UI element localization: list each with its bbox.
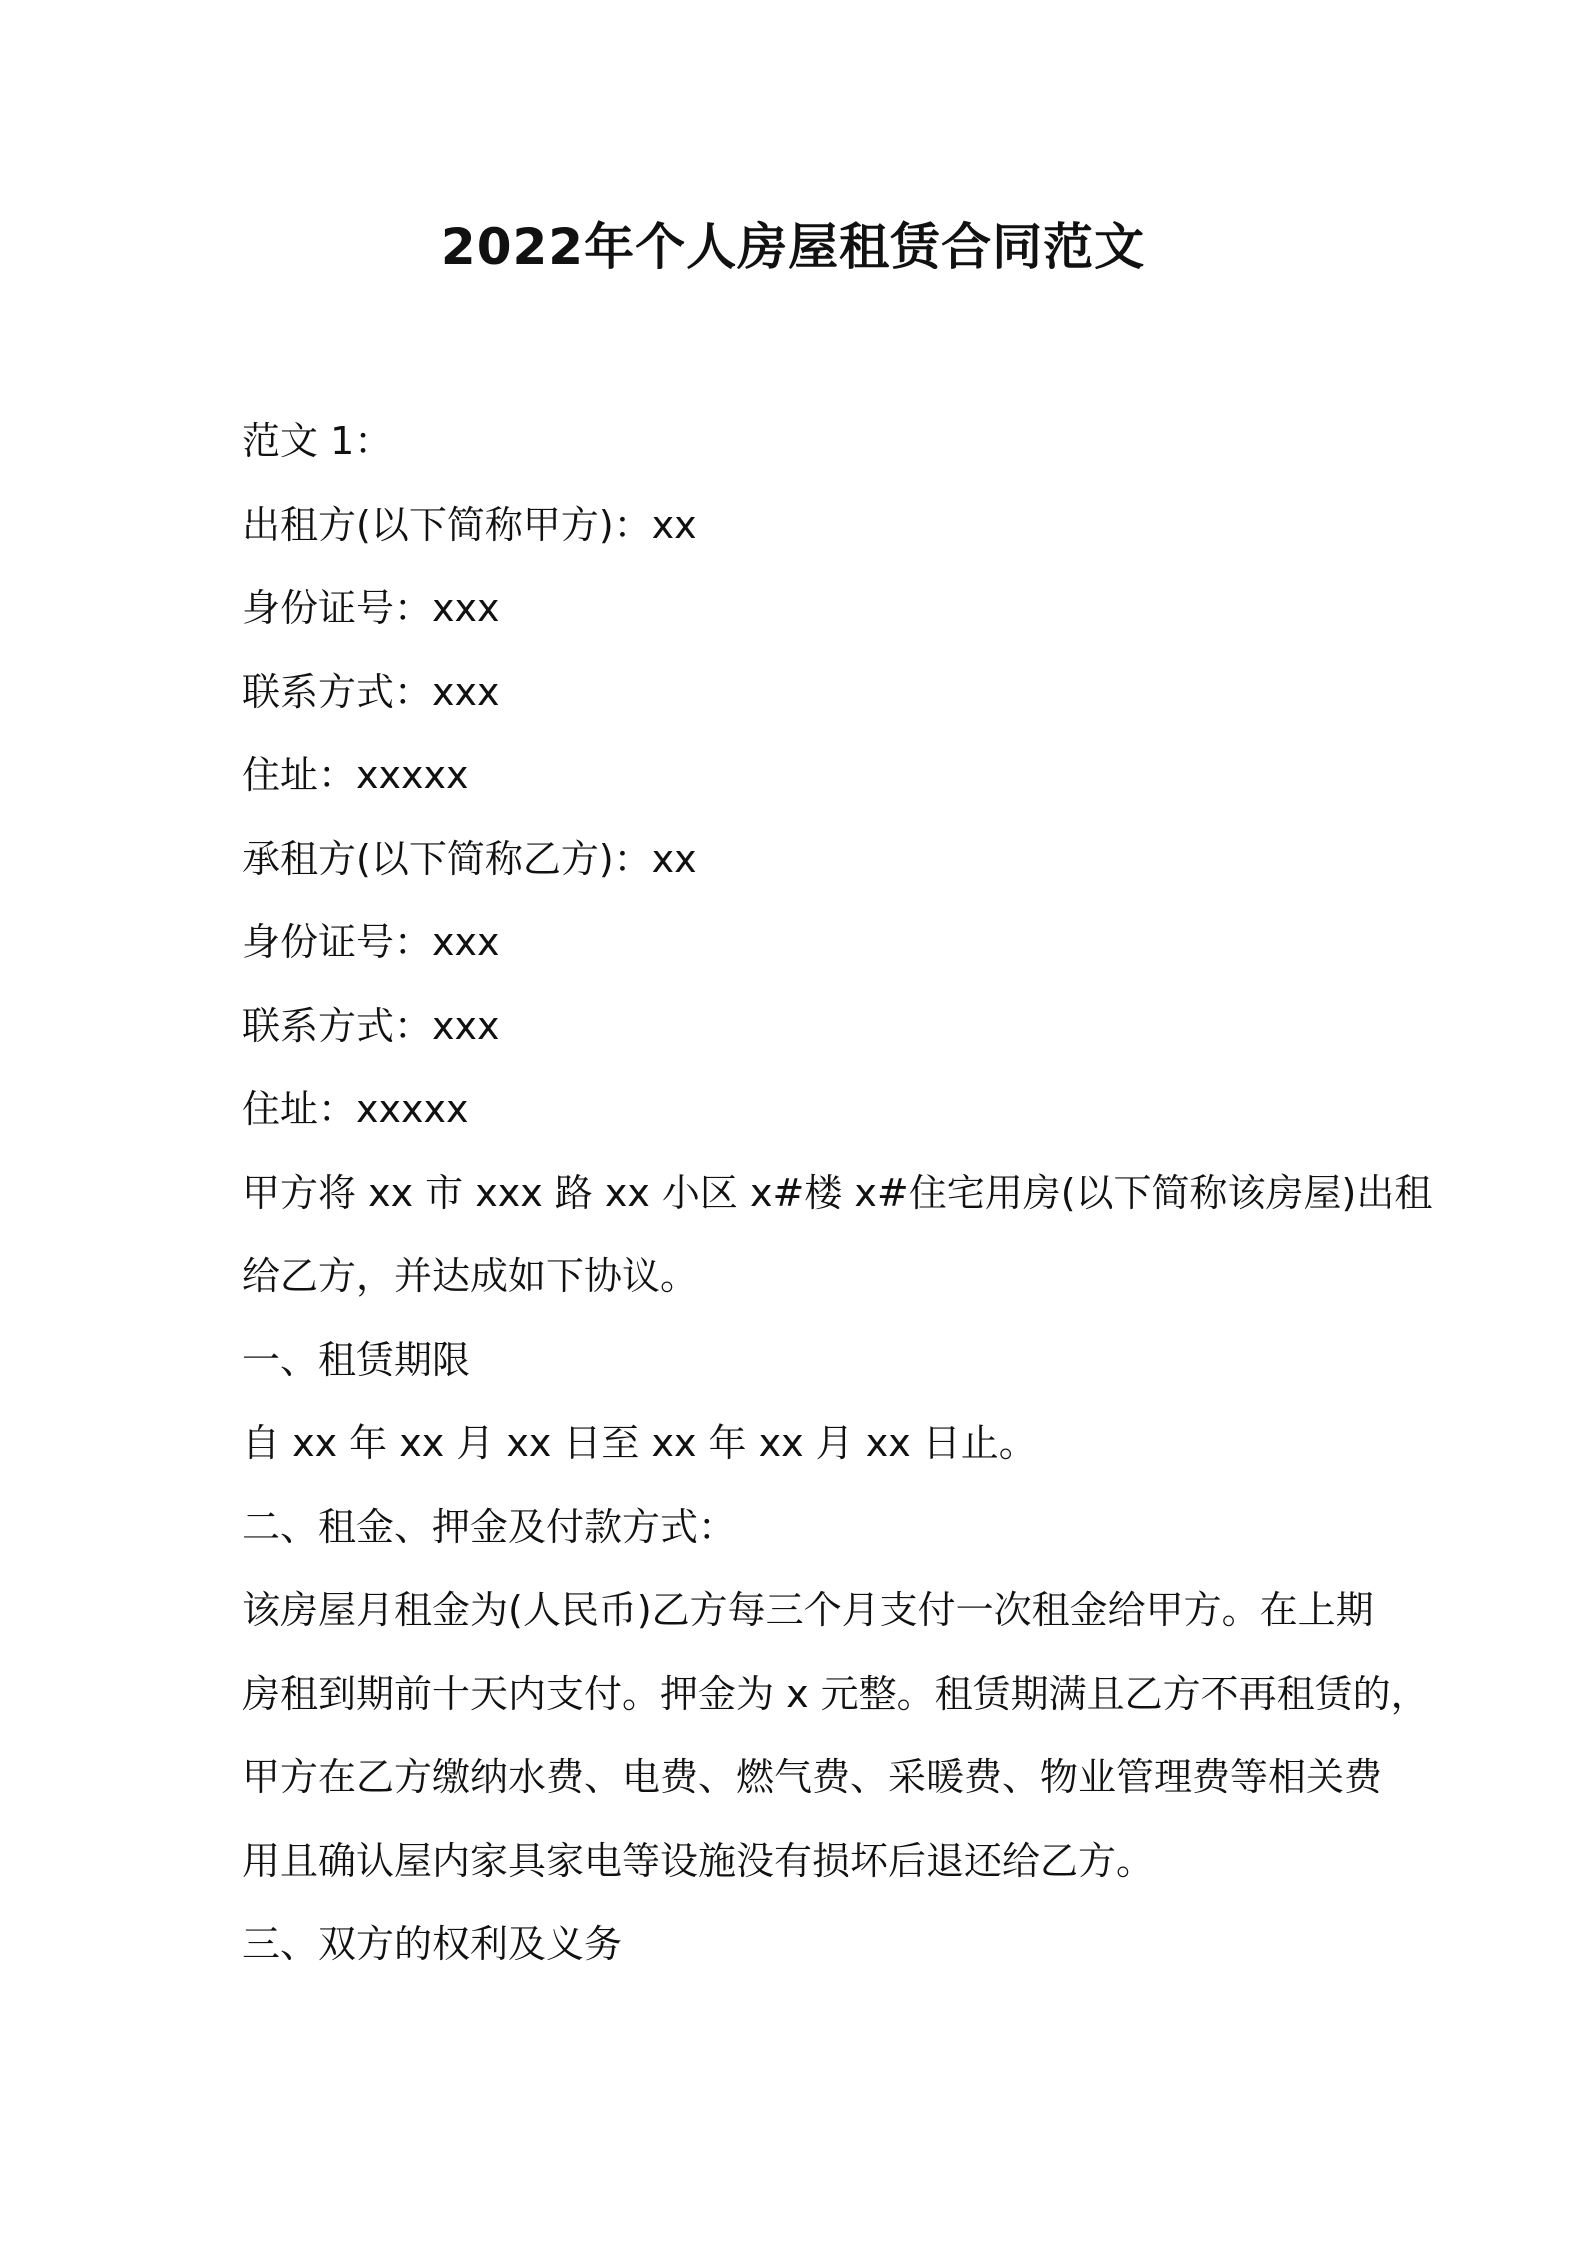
rent-terms-line: 该房屋月租金为(人民币)乙方每三个月支付一次租金给甲方。在上期 [242, 1588, 1374, 1632]
sample-label: 范文 1： [242, 419, 393, 463]
lessor-id-number: 身份证号：xxx [242, 586, 500, 630]
lessee-name: 承租方(以下简称乙方)：xx [242, 836, 697, 881]
rent-terms-line: 用且确认屋内家具家电等设施没有损坏后退还给乙方。 [242, 1838, 1155, 1883]
section-heading-rights-obligations: 三、双方的权利及义务 [242, 1922, 623, 1966]
rent-terms-line: 房租到期前十天内支付。押金为 x 元整。租赁期满且乙方不再租赁的， [242, 1671, 1429, 1716]
lessor-contact: 联系方式：xxx [242, 669, 500, 714]
lessee-id-number: 身份证号：xxx [242, 920, 500, 964]
lessee-address: 住址：xxxxx [242, 1087, 469, 1131]
document-body [242, 400, 1433, 1987]
rent-terms-line: 甲方在乙方缴纳水费、电费、燃气费、采暖费、物业管理费等相关费 [242, 1755, 1383, 1799]
lessee-contact: 联系方式：xxx [242, 1003, 500, 1048]
lessor-address: 住址：xxxxx [242, 753, 469, 797]
document-title: 2022年个人房屋租赁合同范文 [440, 218, 1146, 276]
section-heading-lease-term: 一、租赁期限 [242, 1337, 471, 1382]
agreement-intro-line: 给乙方，并达成如下协议。 [242, 1254, 699, 1298]
section-heading-rent-deposit: 二、租金、押金及付款方式： [242, 1504, 737, 1549]
lessor-name: 出租方(以下简称甲方)：xx [242, 502, 697, 547]
lease-term-text: 自 xx 年 xx 月 xx 日至 xx 年 xx 月 xx 日止。 [242, 1421, 1037, 1465]
agreement-intro-line: 甲方将 xx 市 xxx 路 xx 小区 x#楼 x#住宅用房(以下简称该房屋)出租 [242, 1170, 1433, 1215]
